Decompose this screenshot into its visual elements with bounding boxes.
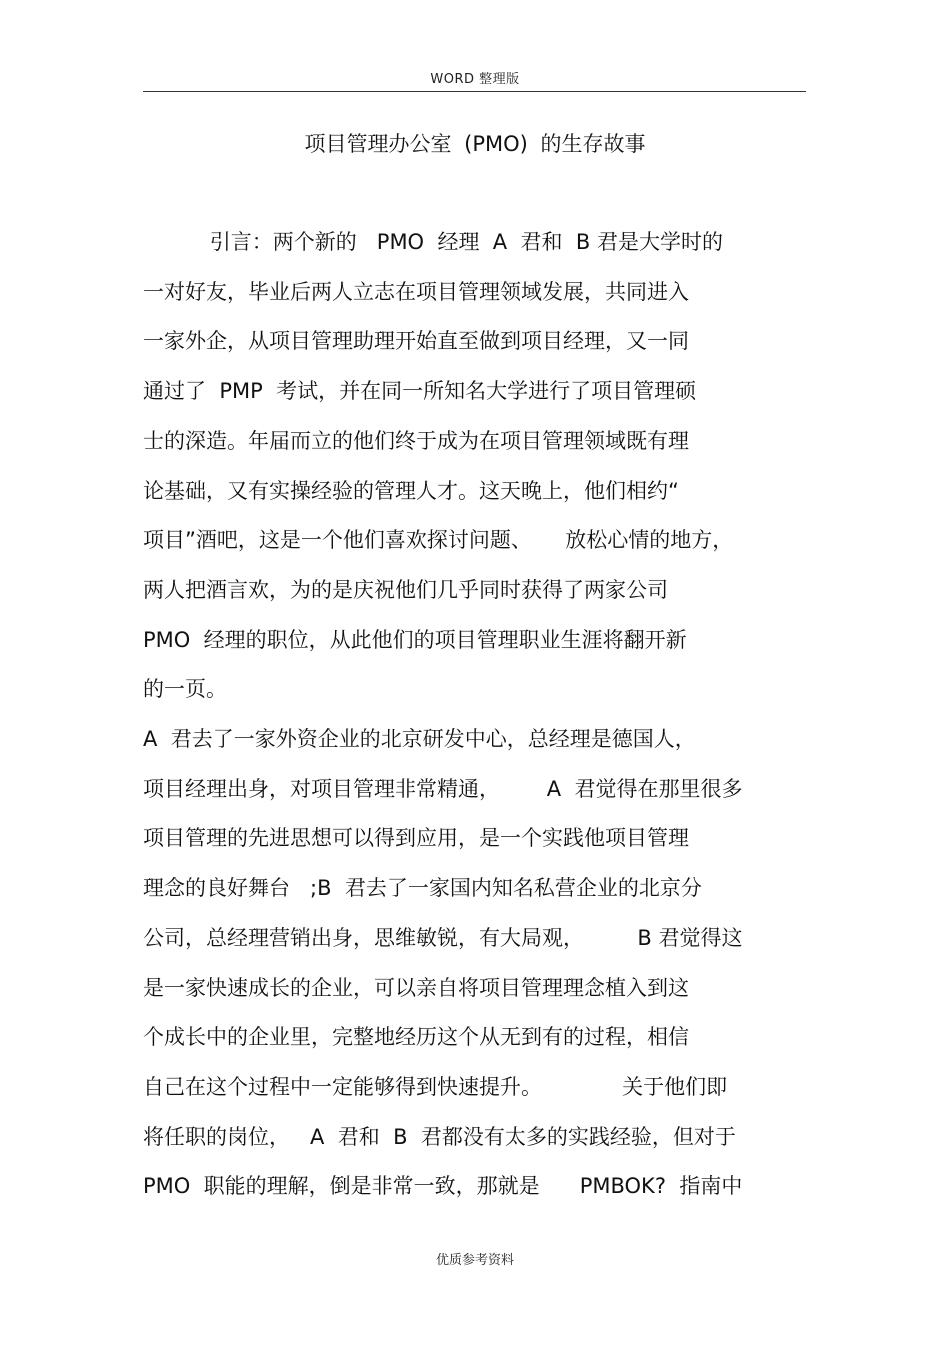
body-line: 个成长中的企业里，完整地经历这个从无到有的过程，相信 xyxy=(143,1025,689,1049)
body-line: 将任职的岗位， A 君和 B 君都没有太多的实践经验，但对于 xyxy=(143,1125,736,1149)
body-line: 理念的良好舞台 ;B 君去了一家国内知名私营企业的北京分 xyxy=(143,876,702,900)
body-line: 一家外企，从项目管理助理开始直至做到项目经理，又一同 xyxy=(143,329,689,353)
body-line: 公司，总经理营销出身，思维敏锐，有大局观， B 君觉得这 xyxy=(143,926,743,950)
document-title: 项目管理办公室 (PMO) 的生存故事 xyxy=(304,132,646,156)
page-header: WORD 整理版 xyxy=(430,72,520,87)
body-line: PMO 职能的理解，倒是非常一致，那就是 PMBOK? 指南中 xyxy=(143,1174,743,1198)
body-line: 论基础，又有实操经验的管理人才。这天晚上，他们相约“ xyxy=(143,479,679,503)
body-line: 自己在这个过程中一定能够得到快速提升。 关于他们即 xyxy=(143,1075,728,1099)
body-line: 士的深造。年届而立的他们终于成为在项目管理领域既有理 xyxy=(143,429,689,453)
body-line: 一对好友，毕业后两人立志在项目管理领域发展，共同进入 xyxy=(143,280,689,304)
body-line: 项目经理出身，对项目管理非常精通， A 君觉得在那里很多 xyxy=(143,777,743,801)
body-line: 是一家快速成长的企业，可以亲自将项目管理理念植入到这 xyxy=(143,976,689,1000)
body-line: A 君去了一家外资企业的北京研发中心，总经理是德国人， xyxy=(143,727,696,751)
body-line: 通过了 PMP 考试，并在同一所知名大学进行了项目管理硕 xyxy=(143,379,697,403)
body-line: PMO 经理的职位，从此他们的项目管理职业生涯将翻开新 xyxy=(143,628,687,652)
body-line: 项目管理的先进思想可以得到应用，是一个实践他项目管理 xyxy=(143,826,689,850)
header-divider xyxy=(143,91,806,92)
body-line: 的一页。 xyxy=(143,677,227,701)
body-line: 项目”酒吧，这是一个他们喜欢探讨问题、 放松心情的地方， xyxy=(143,528,734,552)
body-line: 两人把酒言欢，为的是庆祝他们几乎同时获得了两家公司 xyxy=(143,578,668,602)
body-line: 引言：两个新的 PMO 经理 A 君和 B 君是大学时的 xyxy=(143,230,723,254)
page-footer: 优质参考资料 xyxy=(435,1253,514,1268)
